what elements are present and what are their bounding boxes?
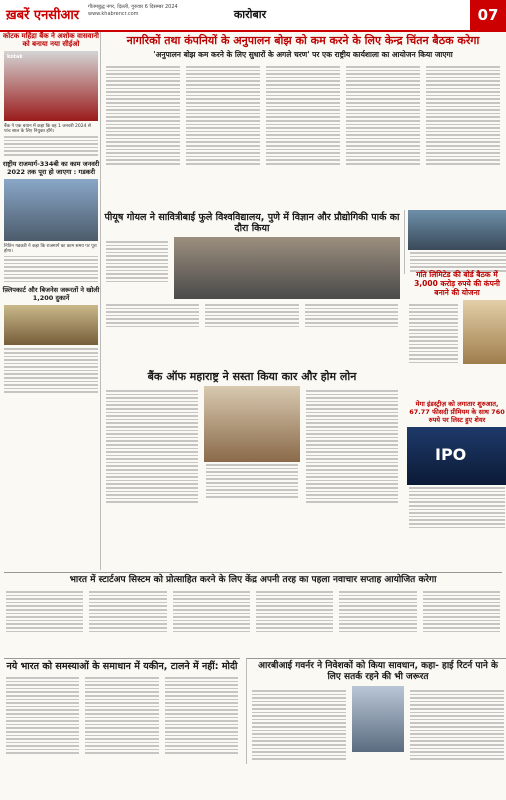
startup-article — [4, 572, 502, 636]
gadkari-headline: राष्ट्रीय राजमार्ग-334बी का काम जनवरी 2022 तक पूरा हो जाएगा : गडकरी — [2, 159, 100, 176]
right-top-photo — [408, 210, 506, 250]
main-headline-block — [104, 34, 502, 169]
rbi-headline: आरबीआई गवर्नर ने निवेशकों को किया सावधान, कहा- हाई रिटर्न पाने के लिए सतर्क रहने की भी जरूरत — [258, 661, 498, 682]
modi-headline: नये भारत को समस्याओं के समाधान में यकीन, टालने में नहीं: मोदी — [6, 661, 238, 672]
ipo-text: IPO — [435, 445, 467, 464]
modi-article — [4, 658, 240, 758]
ipo-photo — [407, 427, 506, 485]
kotak-photo — [4, 51, 98, 121]
bom-headline: बैंक ऑफ महाराष्ट्र ने सस्ता किया कार और होम लोन — [147, 370, 357, 383]
main-article-text — [106, 64, 500, 167]
main-subhead: 'अनुपालन बोझ कम करने के लिए सुधारों के अगले चरण' पर एक राष्ट्रीय कार्यशाला का आयोजन किया जाएगा — [153, 50, 453, 59]
gadkari-text — [4, 256, 98, 283]
mega-headline: मेगा इंडस्ट्रीज़ को लगातार शुरुआत, 67.77 फीसदी प्रीमियम के साथ 760 रुपये पर लिस्ट हुए शेयर — [409, 400, 505, 424]
goyal-headline: पीयूष गोयल ने सावित्रीबाई फुले विश्वविद्यालय, पुणे में विज्ञान और प्रौद्योगिकी पार्क का दौरा किया — [104, 212, 400, 234]
flipkart-photo — [4, 305, 98, 345]
gati-headline: गति लिमिटेड की बोर्ड बैठक में 3,000 करोड़ रुपये की कंपनी बनाने की योजना — [414, 270, 500, 297]
flipkart-text — [4, 348, 98, 393]
gati-article — [404, 270, 506, 367]
bom-article — [104, 370, 400, 507]
website: www.khabrencr.com — [88, 11, 139, 17]
left-column — [2, 32, 101, 570]
gadkari-photo — [4, 179, 98, 241]
brand-title: ख़बरें एनसीआर — [6, 8, 80, 23]
main-headline: नागरिकों तथा कंपनियों के अनुपालन बोझ को कम करने के लिए केन्द्र चिंतन बैठक करेगा — [126, 34, 480, 47]
gadkari-caption: नितिन गडकरी ने कहा कि राजमार्ग का काम समय पर पूरा होगा। — [4, 243, 97, 254]
mega-article — [404, 400, 506, 530]
page-number: 07 — [470, 0, 506, 30]
startup-headline: भारत में स्टार्टअप सिस्टम को प्रोत्साहित करने के लिए केंद्र अपनी तरह का पहला नवाचार सप्ताह आयोजित करेगा — [69, 575, 437, 585]
rbi-article — [246, 658, 506, 764]
car-photo — [204, 386, 300, 462]
kotak-headline: कोटक महिंद्रा बैंक ने अशोक वासवानी को बनाया नया सीईओ — [3, 32, 99, 48]
kotak-text — [4, 136, 98, 156]
flipkart-headline: फ़्लिपकार्ट और बिजनेस जरूरतों ने खोली 1,200 दुकानें — [2, 286, 100, 303]
masthead — [0, 0, 506, 32]
gati-photo — [463, 300, 506, 364]
rbi-governor-photo — [352, 686, 404, 752]
right-column — [404, 210, 506, 274]
section-title: कारोबार — [233, 8, 267, 21]
kotak-logo-text: kotak — [7, 54, 23, 60]
goyal-article — [104, 212, 400, 331]
kotak-caption: बैंक ने एक बयान में कहा कि वह 1 जनवरी 2024 से पांच साल के लिए नियुक्त होंगे। — [4, 124, 91, 134]
dateline: गौतमबुद्ध नगर, दिल्ली, गुरुवार 6 दिसम्बर 2024 — [88, 4, 178, 10]
goyal-photo — [174, 237, 400, 299]
